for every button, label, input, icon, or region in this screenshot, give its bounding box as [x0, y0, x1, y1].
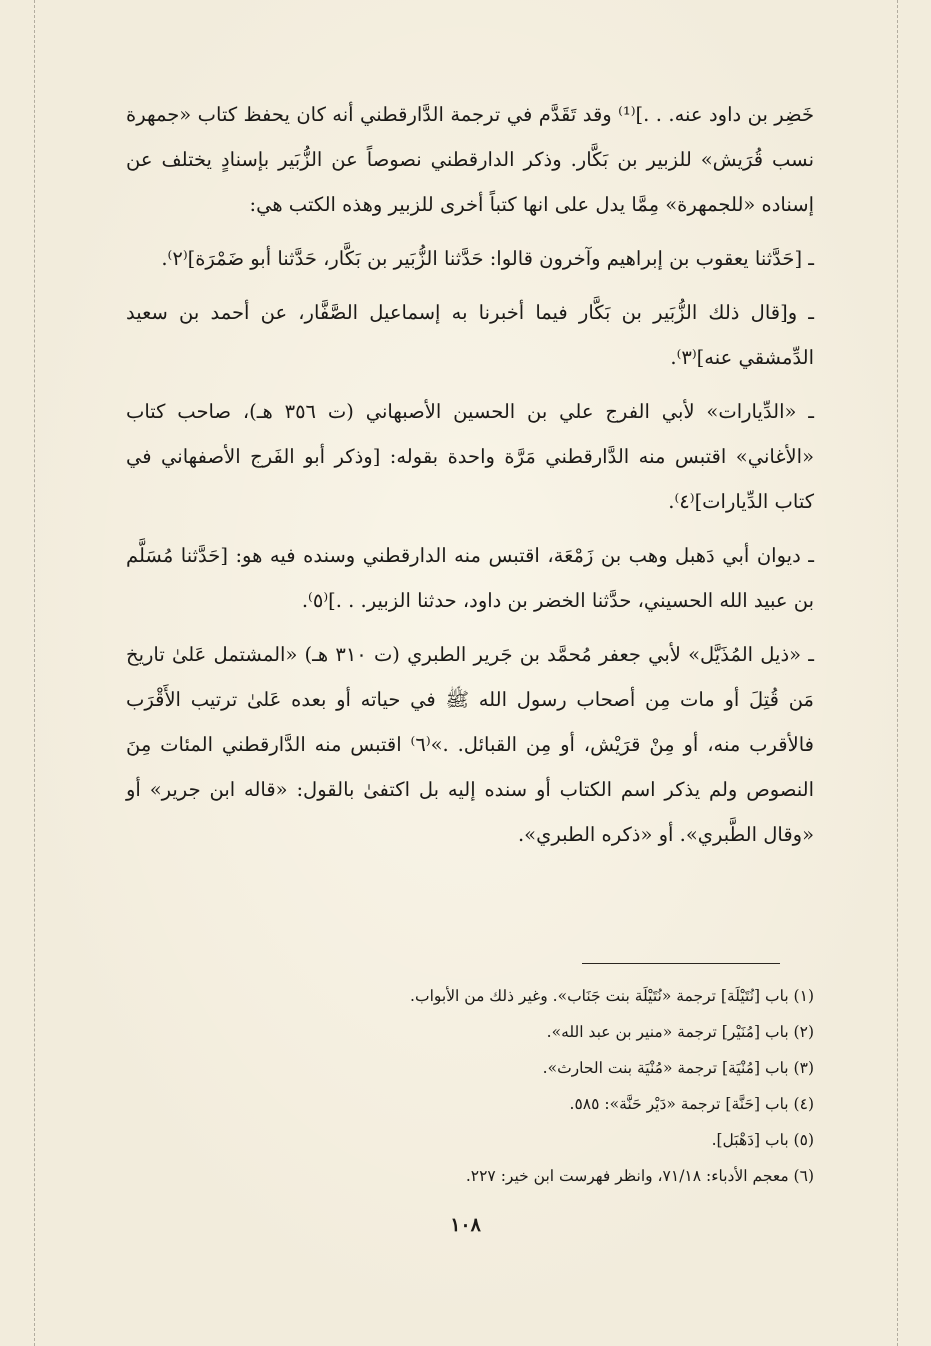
- footnotes: [126, 978, 814, 1194]
- footnote-divider: [582, 963, 780, 964]
- footnote-2: (٢) باب [مُنَيْر] ترجمة «منير بن عبد الله».: [546, 1023, 814, 1041]
- paragraph-item-dhayl: ـ «ذيل المُذَيَّل» لأبي جعفر مُحمَّد بن جَرير الطبري (ت ٣١٠ هـ) «المشتمل عَلىٰ تاريخ مَن قُتِلَ أو مات مِن أصحاب رسول الله ﷺ في حياته أو بعده عَلىٰ ترتيب الأَقْرَب فالأقرب منه، أو مِنْ قرَيْش، أو مِن القبائل. .»⁽٦⁾ اقتبس منه الدَّارقطني المئات مِنَ النصوص ولم يذكر اسم الكتاب أو سنده إليه بل اكتفىٰ بالقول: «قاله ابن جرير» أو «وقال الطَّبري». أو «ذكره الطبري».: [126, 643, 814, 846]
- footnote-5: (٥) باب [دَهْبَل].: [711, 1131, 814, 1149]
- scan-edge-right: [897, 0, 898, 1346]
- paragraph-item-1: ـ [حَدَّثنا يعقوب بن إبراهيم وآخرون قالوا: حَدَّثنا الزُّبَير بن بَكَّار، حَدَّثنا أبو ضَمْرَة]⁽٢⁾.: [161, 247, 814, 270]
- scan-edge-left: [34, 0, 35, 1346]
- paragraph-item-2: ـ و[قال ذلك الزُّبَير بن بَكَّار فيما أخبرنا به إسماعيل الصَّفَّار، عن أحمد بن سعيد الدِّمشقي عنه]⁽٣⁾.: [126, 301, 814, 369]
- page-number: ١٠٨: [450, 1214, 481, 1236]
- footnote-3: (٣) باب [مُنْيَة] ترجمة «مُنْيَة بنت الحارث».: [542, 1059, 814, 1077]
- main-text: [126, 92, 814, 866]
- footnote-6: (٦) معجم الأدباء: ٧١/١٨، وانظر فهرست ابن خير: ٢٢٧.: [465, 1167, 814, 1185]
- footnote-4: (٤) باب [حَنَّة] ترجمة «دَيْر حَنَّة»: ٥٨٥.: [569, 1095, 814, 1113]
- footnote-1: (١) باب [نُتَيْلَة] ترجمة «نُتَيْلَة بنت جَنَاب». وغير ذلك من الأبواب.: [410, 987, 814, 1005]
- paragraph-item-diyarat: ـ «الدِّيارات» لأبي الفرج علي بن الحسين الأصبهاني (ت ٣٥٦ هـ)، صاحب كتاب «الأغاني» اقتبس منه الدَّارقطني مَرَّة واحدة بقوله: [وذكر أبو الفَرج الأصفهاني في كتاب الدِّيارات]⁽٤⁾.: [126, 400, 814, 513]
- paragraph-item-diwan: ـ ديوان أبي دَهبل وهب بن زَمْعَة، اقتبس منه الدارقطني وسنده فيه هو: [حَدَّثنا مُسَلَّم بن عبيد الله الحسيني، حدَّثنا الخضر بن داود، حدثنا الزبير. . .]⁽٥⁾.: [126, 544, 814, 612]
- paragraph-intro: خَضِر بن داود عنه. . .]⁽¹⁾ وقد تَقَدَّم في ترجمة الدَّارقطني أنه كان يحفظ كتاب «جمهرة نسب قُرَيش» للزبير بن بَكَّار. وذكر الدارقطني نصوصاً عن الزُّبَير بإسنادٍ يختلف عن إسناده «للجمهرة» مِمَّا يدل على انها كتباً أخرى للزبير وهذه الكتب هي:: [126, 103, 815, 216]
